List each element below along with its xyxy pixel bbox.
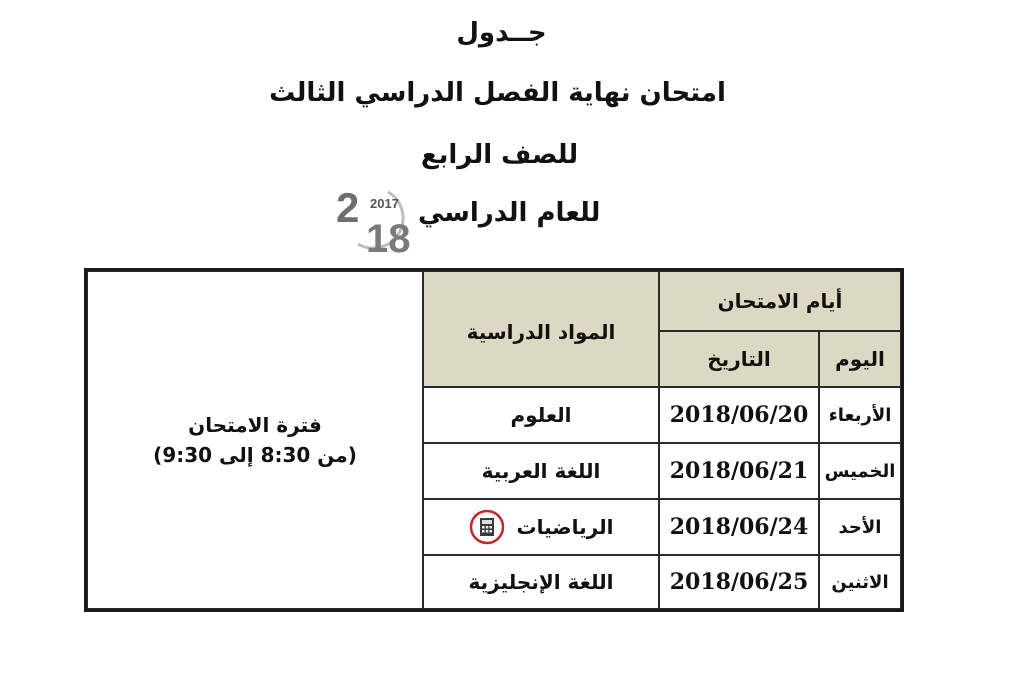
row-3-subject-cell	[423, 499, 659, 555]
row-4-date: 2018/06/25	[659, 555, 819, 609]
year-2018-logo	[330, 178, 430, 256]
academic-year-label: للعام الدراسي	[418, 198, 601, 228]
row-1-day: الأربعاء	[819, 387, 901, 443]
row-4-day: الاثنين	[819, 555, 901, 609]
row-2-date: 2018/06/21	[659, 443, 819, 499]
row-1-date: 2018/06/20	[659, 387, 819, 443]
row-2-day: الخميس	[819, 443, 901, 499]
row-3-date: 2018/06/24	[659, 499, 819, 555]
row-3-day: الأحد	[819, 499, 901, 555]
row-3-subject: الرياضيات	[516, 515, 614, 539]
header-exam-days: أيام الامتحان	[659, 271, 901, 331]
header-date: التاريخ	[659, 331, 819, 387]
row-3-subject-wrap	[469, 509, 614, 545]
row-1-subject: العلوم	[423, 387, 659, 443]
year-logo-small-year: 2017	[370, 196, 399, 211]
calculator-icon	[469, 509, 505, 545]
academic-year-row	[330, 178, 630, 258]
exam-schedule-table	[84, 268, 904, 612]
header-subjects: المواد الدراسية	[423, 271, 659, 387]
year-logo-digits-18: 18	[366, 217, 411, 256]
exam-period-label: فترة الامتحان	[188, 413, 322, 437]
exam-title: امتحان نهاية الفصل الدراسي الثالث	[269, 78, 726, 108]
header-day: اليوم	[819, 331, 901, 387]
row-2-subject: اللغة العربية	[423, 443, 659, 499]
year-logo-digit-2: 2	[336, 184, 360, 231]
exam-period-time: (من 8:30 إلى 9:30)	[153, 443, 357, 467]
grade-title: للصف الرابع	[420, 140, 579, 170]
row-4-subject: اللغة الإنجليزية	[423, 555, 659, 609]
schedule-title: جــدول	[456, 18, 547, 48]
exam-period-cell	[87, 271, 423, 609]
